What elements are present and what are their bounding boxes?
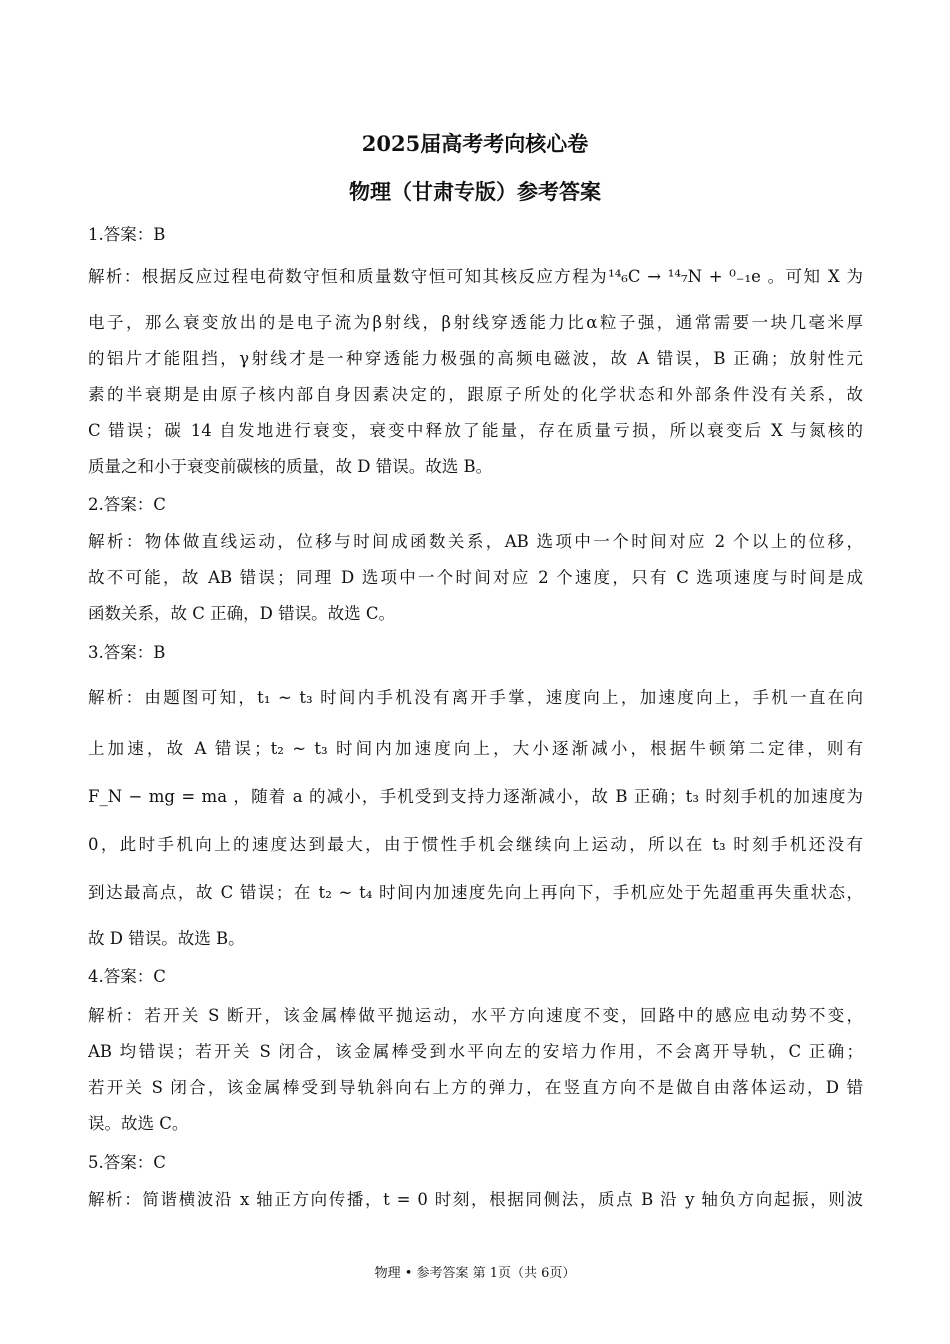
analysis-4-line-1: 解析：若开关 S 断开，该金属棒做平抛运动，水平方向速度不变，回路中的感应电动势不变， xyxy=(88,1006,863,1025)
analysis-5-line-1: 解析：简谐横波沿 x 轴正方向传播，t = 0 时刻，根据同侧法，质点 B 沿 y 轴负方向起振，则波 xyxy=(88,1190,863,1209)
page-footer: 物理 • 参考答案 第 1页（共 6页） xyxy=(374,1266,576,1281)
analysis-3-line-4: 0，此时手机向上的速度达到最大，由于惯性手机会继续向上运动，所以在 t₃ 时刻手机还没有 xyxy=(88,835,863,854)
analysis-4-line-4: 误。故选 C。 xyxy=(88,1114,189,1133)
analysis-1-line-3: 的铝片才能阻挡，γ射线才是一种穿透能力极强的高频电磁波，故 A 错误，B 正确；放射性元 xyxy=(88,349,863,368)
analysis-3-line-6: 故 D 错误。故选 B。 xyxy=(88,929,245,948)
analysis-3-line-5: 到达最高点，故 C 错误；在 t₂ ~ t₄ 时间内加速度先向上再向下，手机应处于先超重再失重状态， xyxy=(88,883,863,902)
analysis-3-line-3: F_N − mg = ma ，随着 a 的减小，手机受到支持力逐渐减小，故 B 正确；t₃ 时刻手机的加速度为 xyxy=(88,787,863,806)
analysis-4-line-2: AB 均错误；若开关 S 闭合，该金属棒受到水平向左的安培力作用，不会离开导轨，C 正确； xyxy=(88,1042,863,1061)
analysis-1-line-1: 解析：根据反应过程电荷数守恒和质量数守恒可知其核反应方程为¹⁴₆C → ¹⁴₇N + ⁰₋₁e 。可知 X 为 xyxy=(88,267,863,286)
analysis-1-line-2: 电子，那么衰变放出的是电子流为β射线，β射线穿透能力比α粒子强，通常需要一块几毫米厚 xyxy=(88,313,863,332)
analysis-2-line-3: 函数关系，故 C 正确，D 错误。故选 C。 xyxy=(88,604,395,623)
document-title: 2025届高考考向核心卷 xyxy=(361,131,589,156)
analysis-1-line-6: 质量之和小于衰变前碳核的质量，故 D 错误。故选 B。 xyxy=(88,457,493,476)
answer-3-label: 3.答案：B xyxy=(88,643,166,662)
analysis-1-line-4: 素的半衰期是由原子核内部自身因素决定的，跟原子所处的化学状态和外部条件没有关系，故 xyxy=(88,385,863,404)
analysis-3-line-1: 解析：由题图可知，t₁ ~ t₃ 时间内手机没有离开手掌，速度向上，加速度向上，手机一直在向 xyxy=(88,688,863,707)
analysis-4-line-3: 若开关 S 闭合，该金属棒受到导轨斜向右上方的弹力，在竖直方向不是做自由落体运动，D 错 xyxy=(88,1078,863,1097)
answer-2-label: 2.答案：C xyxy=(88,495,166,514)
document-subtitle: 物理（甘肃专版）参考答案 xyxy=(349,179,601,204)
analysis-2-line-1: 解析：物体做直线运动，位移与时间成函数关系，AB 选项中一个时间对应 2 个以上的位移， xyxy=(88,532,863,551)
analysis-3-line-2: 上加速，故 A 错误；t₂ ~ t₃ 时间内加速度向上，大小逐渐减小，根据牛顿第二定律，则有 xyxy=(88,739,863,758)
answer-1-label: 1.答案：B xyxy=(88,225,166,244)
answer-4-label: 4.答案：C xyxy=(88,967,166,986)
analysis-1-line-5: C 错误；碳 14 自发地进行衰变，衰变中释放了能量，存在质量亏损，所以衰变后 X 与氮核的 xyxy=(88,421,863,440)
answer-5-label: 5.答案：C xyxy=(88,1153,166,1172)
analysis-2-line-2: 故不可能，故 AB 错误；同理 D 选项中一个时间对应 2 个速度，只有 C 选项速度与时间是成 xyxy=(88,568,863,587)
